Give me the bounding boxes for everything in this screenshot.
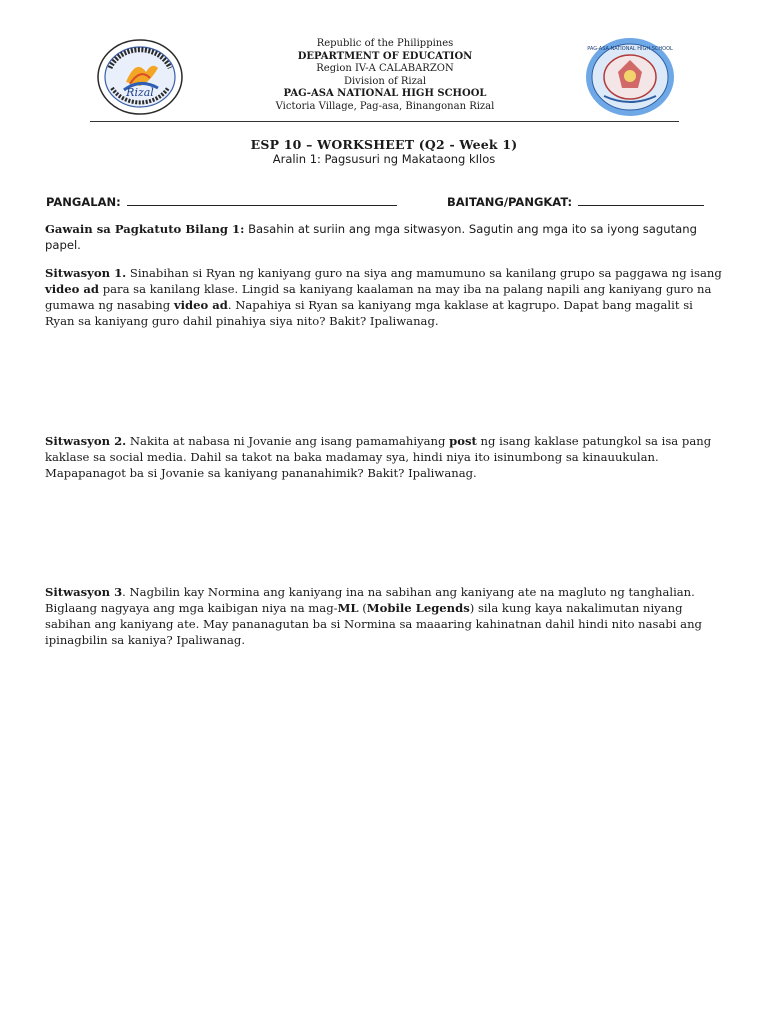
situation-1-term: video ad (45, 282, 100, 296)
name-label: PANGALAN: (46, 195, 121, 209)
situation-3-text: ( (362, 601, 367, 615)
situation-3-label: Sitwasyon 3 (45, 585, 123, 599)
situation-2-text: Nakita at nabasa ni Jovanie ang isang pamamahiyang (129, 434, 446, 448)
situation-2 (45, 433, 725, 481)
lesson-subtitle: Aralin 1: Pagsusuri ng Makataong kIlos (272, 152, 496, 166)
situation-1-text: para sa kanilang klase. Lingid sa kaniyang kaalaman na may iba na palang napili ang kaniyang guro na gumawa ng nasabing (45, 282, 712, 312)
republic-line: Republic of the Philippines (316, 38, 454, 49)
deped-rizal-seal-icon (96, 38, 184, 116)
situation-3-term: Mobile Legends (366, 601, 470, 615)
grade-section-label: BAITANG/PANGKAT: (447, 195, 573, 209)
grade-section-blank-line[interactable] (578, 194, 704, 206)
header-divider (90, 121, 679, 122)
address-line: Victoria Village, Pag-asa, Binangonan Rizal (275, 100, 495, 112)
region-line: Region IV-A CALABARZON (316, 63, 454, 74)
name-blank-line[interactable] (127, 194, 397, 206)
letterhead-text (210, 38, 560, 113)
activity-instruction (45, 221, 725, 253)
worksheet-title: ESP 10 – WORKSHEET (Q2 - Week 1) (250, 137, 518, 152)
situation-1-text: Sinabihan si Ryan ng kaniyang guro na siya ang mamumuno sa kanilang grupo sa paggawa ng isang (129, 266, 722, 280)
situation-1-text: . Napahiya si Ryan sa kaniyang mga kaklase at kagrupo. Dapat bang magalit si Ryan sa kaniyang guro dahil pinahiya siya nito? Bakit? Ipaliwanag. (45, 298, 693, 328)
situation-3-text: . Nagbilin kay Normina ang kaniyang ina na sabihan ang kaniyang ate na magluto ng tanghalian. Biglaang nagyaya ang mga kaibigan niya na mag- (45, 585, 695, 615)
situation-1-term: video ad (173, 298, 228, 312)
situation-2-term: post (449, 434, 477, 448)
division-line: Division of Rizal (343, 75, 427, 87)
grade-section-field[interactable] (447, 194, 704, 209)
school-line: PAG-ASA NATIONAL HIGH SCHOOL (283, 88, 487, 99)
name-field[interactable] (46, 194, 397, 209)
situation-1-label: Sitwasyon 1. (45, 266, 127, 280)
situation-3 (45, 584, 725, 648)
situation-1 (45, 265, 725, 329)
activity-text: Basahin at suriin ang mga sitwasyon. Sagutin ang mga ito sa iyong sagutang papel. (45, 222, 697, 252)
situation-2-text: ng isang kaklase patungkol sa isa pang kaklase sa social media. Dahil sa takot na baka madamay sya, hindi niya ito isinumbong sa kinauukulan. Mapapanagot ba si Jovanie sa kaniyang pananahimik? Bakit? Ipaliwanag. (45, 434, 712, 480)
letterhead (90, 36, 680, 120)
situation-3-text: ) sila kung kaya nakalimutan niyang sabihan ang kaniyang ate. May pananagutan ba si Normina sa maaaring kahinatnan dahil hindi nito nasabi ang ipinagbilin sa kaniya? Ipaliwanag. (45, 601, 702, 647)
department-line: DEPARTMENT OF EDUCATION (297, 50, 473, 62)
situation-2-label: Sitwasyon 2. (45, 434, 127, 448)
situation-3-term: ML (337, 601, 359, 615)
activity-label: Gawain sa Pagkatuto Bilang 1: (45, 222, 245, 236)
school-seal-icon (584, 36, 676, 118)
svg-text:PAG-ASA NATIONAL HIGH SCHOOL: PAG-ASA NATIONAL HIGH SCHOOL (587, 46, 673, 52)
svg-text:Rizal: Rizal (126, 86, 154, 99)
